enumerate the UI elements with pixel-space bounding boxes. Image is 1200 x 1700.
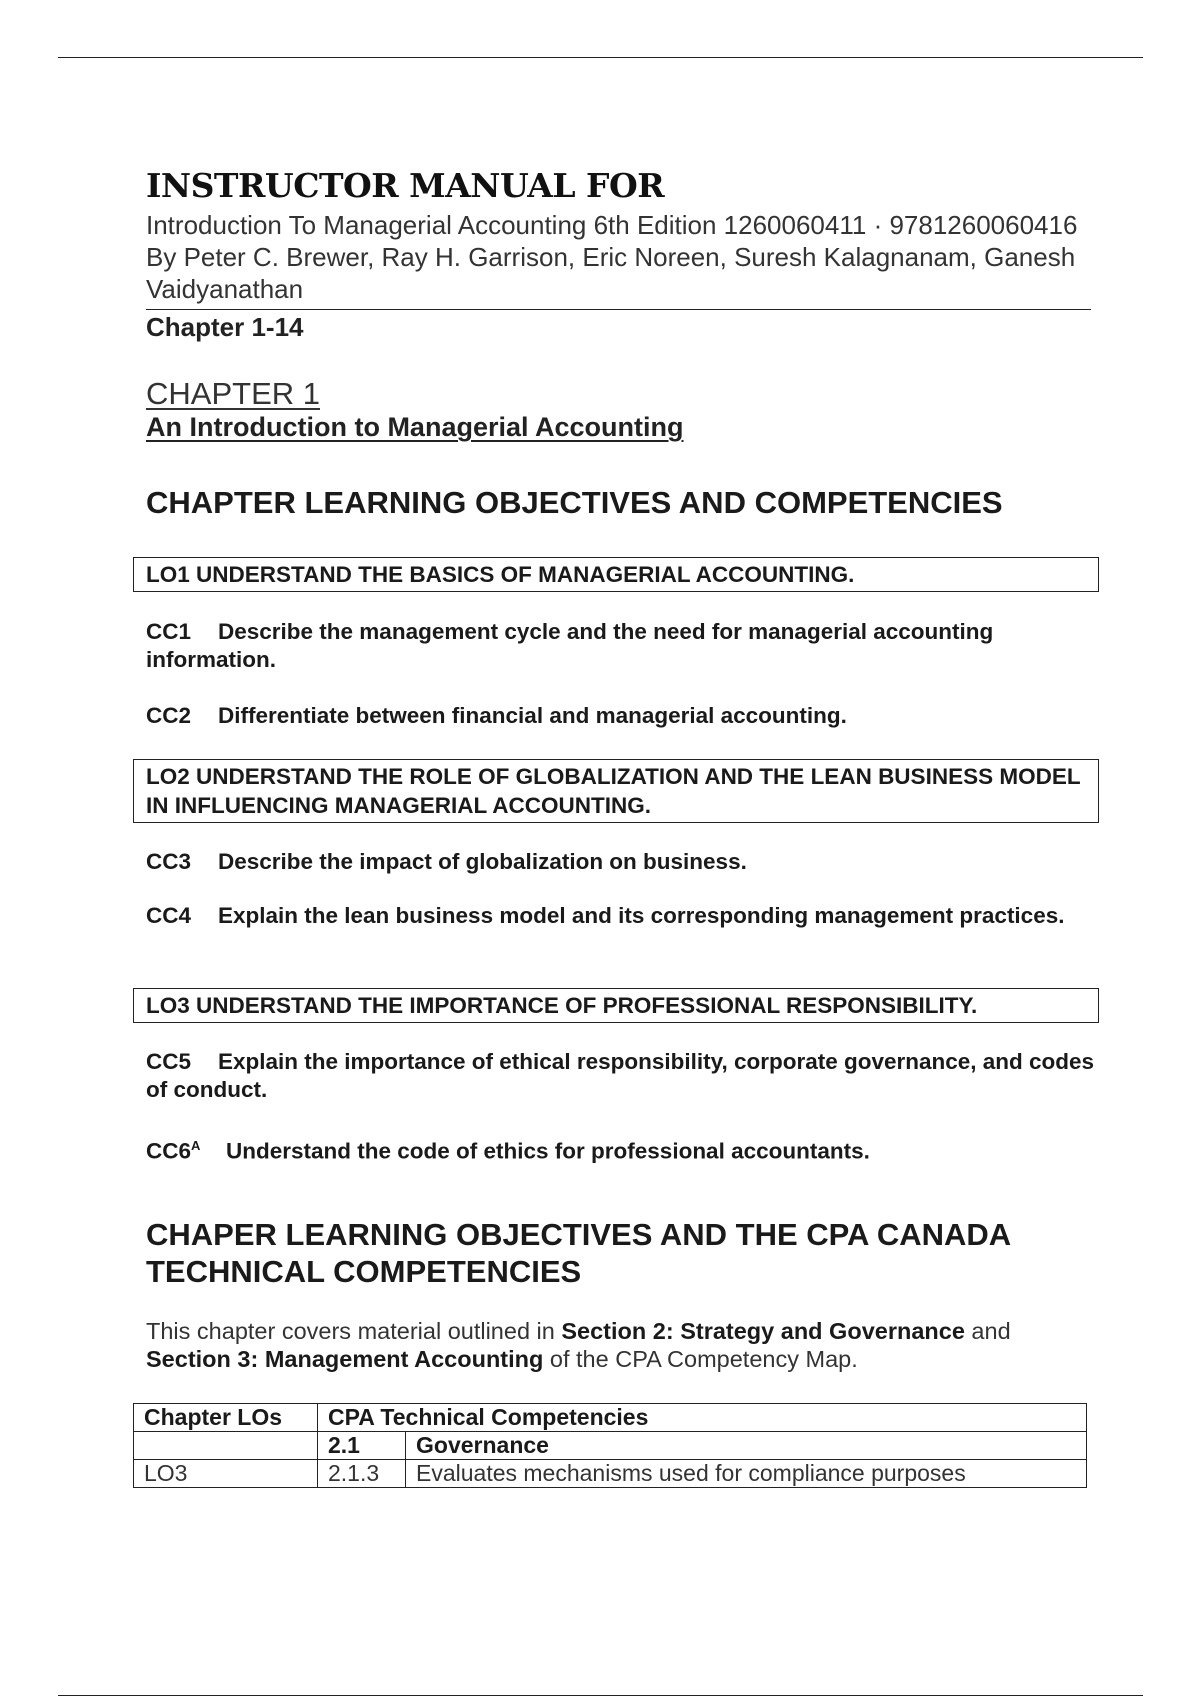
cc5-item (146, 1048, 1096, 1104)
cc6-superscript: A (191, 1138, 201, 1153)
row1-code: 2.1 (318, 1432, 406, 1460)
lo2-box: LO2 UNDERSTAND THE ROLE OF GLOBALIZATION AND THE LEAN BUSINESS MODEL IN INFLUENCING MANAGERIAL ACCOUNTING. (133, 759, 1099, 823)
table-row (134, 1460, 1087, 1488)
cc4-code: CC4 (146, 903, 192, 928)
cpa-intro-paragraph: This chapter covers material outlined in Section 2: Strategy and Governance and Section 3: Management Accounting of the CPA Competency Map. (146, 1318, 1011, 1372)
bottom-rule (58, 1695, 1143, 1696)
cc1-item (146, 618, 1096, 674)
top-rule (58, 57, 1143, 58)
cc5-text: Explain the importance of ethical responsibility, corporate governance, and codes of conduct. (146, 1049, 1095, 1102)
cc5-code: CC5 (146, 1049, 192, 1074)
cc3-code: CC3 (146, 849, 192, 874)
row1-lo (134, 1432, 318, 1460)
cc4-item (146, 902, 1096, 930)
table-row (134, 1432, 1087, 1460)
table-header-row (134, 1404, 1087, 1432)
cc6-text: Understand the code of ethics for professional accountants. (226, 1138, 870, 1164)
cc4-text: Explain the lean business model and its corresponding management practices. (218, 903, 1065, 928)
row2-lo: LO3 (134, 1460, 318, 1488)
cc2-text: Differentiate between financial and managerial accounting. (218, 703, 847, 728)
chapter-title: An Introduction to Managerial Accounting (146, 412, 684, 442)
chapters-range: Chapter 1-14 (146, 312, 304, 342)
cc1-text: Describe the management cycle and the need for managerial accounting information. (146, 619, 994, 672)
cc2-code: CC2 (146, 703, 192, 728)
col-cpa-competencies: CPA Technical Competencies (318, 1404, 1087, 1432)
manual-title: INSTRUCTOR MANUAL FOR (146, 166, 665, 205)
book-description: Introduction To Managerial Accounting 6th Edition 1260060411 · 9781260060416 By Peter C. Brewer, Ray H. Garrison, Eric Noreen, Suresh Kalagnanam, Ganesh Vaidyanathan (146, 210, 1078, 304)
cc2-item (146, 702, 1096, 730)
section3-ref: Section 3: Management Accounting (146, 1346, 544, 1372)
row1-desc: Governance (406, 1432, 1087, 1460)
row2-code: 2.1.3 (318, 1460, 406, 1488)
cpa-heading: CHAPER LEARNING OBJECTIVES AND THE CPA CANADA TECHNICAL COMPETENCIES (146, 1217, 1011, 1289)
cpa-competency-table (133, 1403, 1087, 1488)
lo1-box: LO1 UNDERSTAND THE BASICS OF MANAGERIAL ACCOUNTING. (133, 557, 1099, 592)
objectives-heading: CHAPTER LEARNING OBJECTIVES AND COMPETENCIES (146, 485, 1003, 520)
row2-desc: Evaluates mechanisms used for compliance purposes (406, 1460, 1087, 1488)
cc1-code: CC1 (146, 619, 192, 644)
lo3-box: LO3 UNDERSTAND THE IMPORTANCE OF PROFESSIONAL RESPONSIBILITY. (133, 988, 1099, 1023)
cc3-text: Describe the impact of globalization on business. (218, 849, 747, 874)
section2-ref: Section 2: Strategy and Governance (561, 1318, 965, 1344)
chapter-label: CHAPTER 1 (146, 376, 320, 411)
cc6-item (146, 1132, 1096, 1166)
cc3-item (146, 848, 1096, 876)
col-chapter-los: Chapter LOs (134, 1404, 318, 1432)
cc6-code: $CC6^A$ (146, 1138, 201, 1164)
header-rule (146, 309, 1091, 310)
